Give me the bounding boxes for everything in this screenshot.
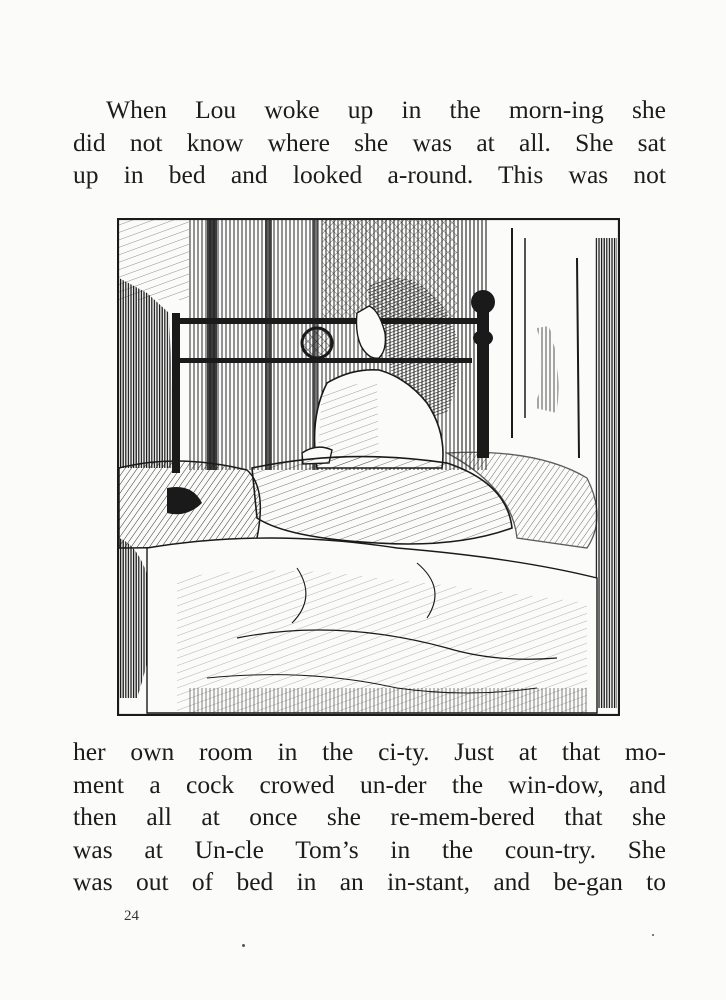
print-speck [652,934,654,936]
print-speck [242,944,245,947]
text-line: was at Un-cle Tom’s in the coun-try. She [73,834,666,864]
engraving-illustration [117,218,620,716]
text-line: When Lou woke up in the morn-ing she [106,95,666,124]
text-line: then all at once she re-mem-bered that she [73,802,666,831]
text-line: was out of bed in an in-stant, and be-gan to [73,867,666,896]
text-line: her own room in the ci-ty. Just at that mo- [73,737,666,766]
paragraph-bottom [73,736,666,899]
text-line: up in bed and looked a-round. This was not [73,160,666,189]
text-line: ment a cock crowed un-der the win-dow, and [73,769,666,799]
page-number: 24 [124,908,139,924]
text-line: did not know where she was at all. She sat [73,127,666,157]
engraving-svg [117,218,620,716]
paragraph-top [73,94,666,192]
